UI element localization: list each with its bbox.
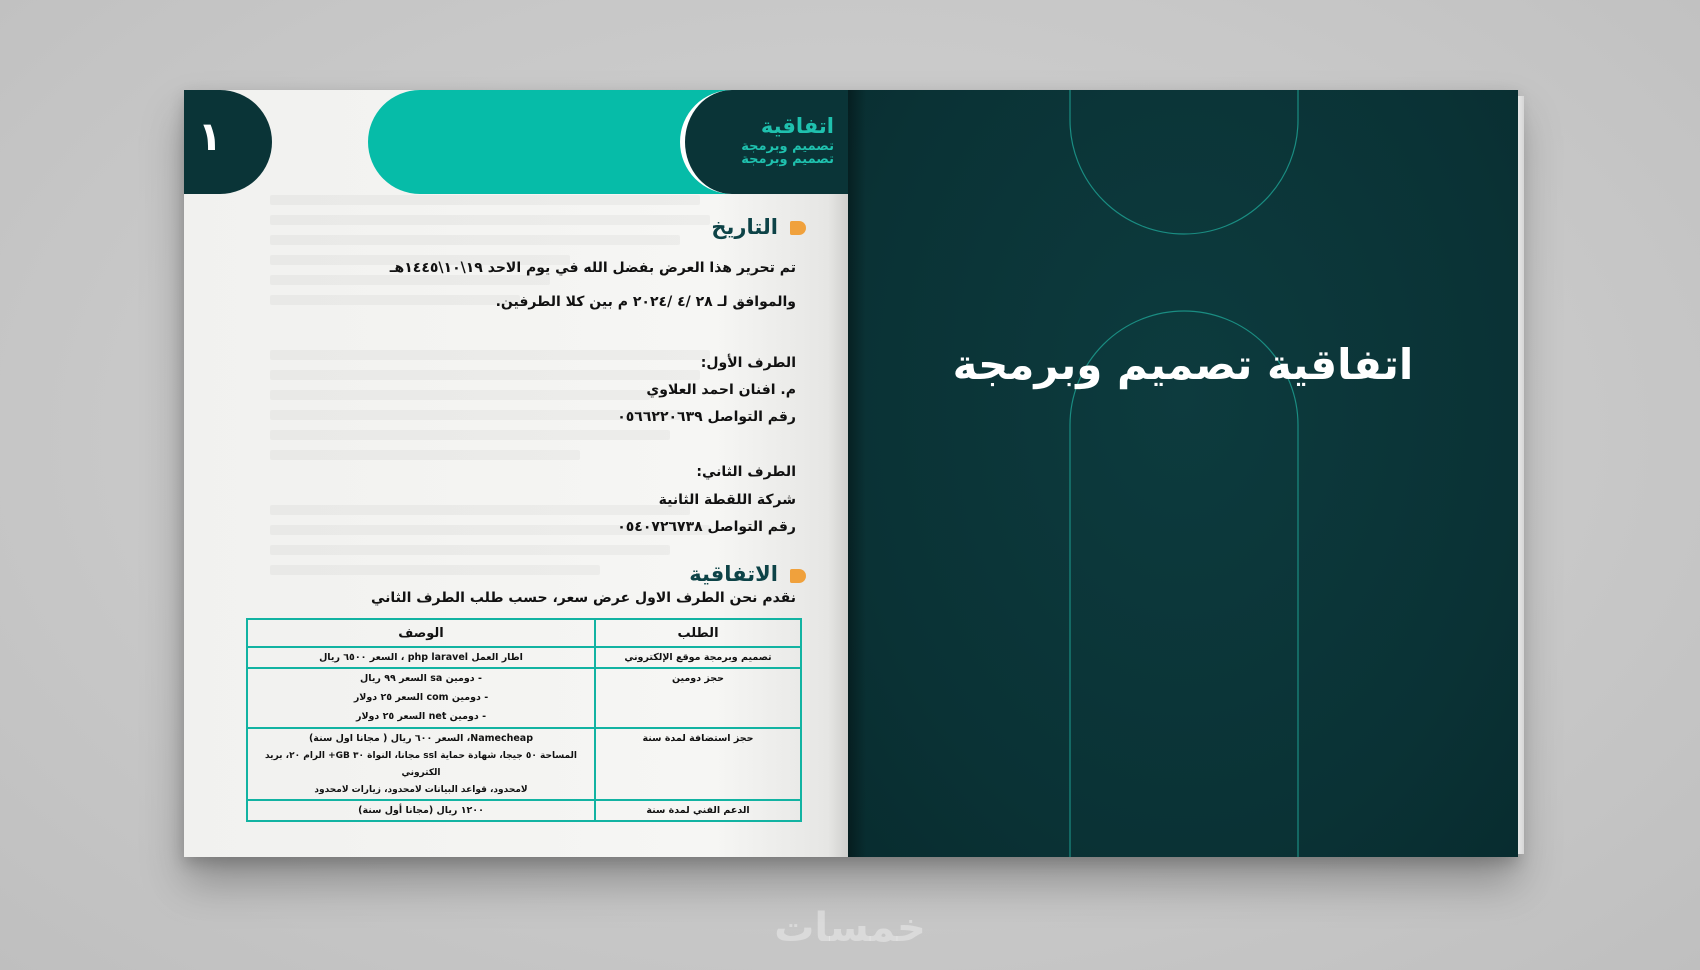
cell-description — [247, 668, 595, 728]
description-line: ١٢٠٠ ريال (مجانا أول سنة) — [358, 805, 484, 816]
header-request: الطلب — [595, 619, 801, 647]
watermark-logo: خمسات — [774, 905, 926, 951]
header-subtitle-1: تصميم وبرمجة — [741, 139, 834, 154]
date-line-1: تم تحرير هذا العرض بفضل الله في يوم الاحد ١٩\١٠\١٤٤٥هـ — [389, 260, 796, 276]
description-line: - دومين sa السعر ٩٩ ريال — [360, 673, 482, 684]
header-description: الوصف — [247, 619, 595, 647]
table-row — [247, 668, 801, 728]
cell-description — [247, 800, 595, 821]
description-line: المساحة ٥٠ جيجا، شهادة حماية ssl مجانا، النواة ٣٠ GB+ الرام ٢٠، بريد الكتروني — [264, 751, 578, 778]
request-text: حجز استضافة لمدة سنة — [642, 733, 754, 744]
cover-title: اتفاقية تصميم وبرمجة — [952, 340, 1414, 389]
header-subtitle-2: تصميم وبرمجة — [741, 152, 834, 167]
table-row — [247, 800, 801, 821]
cell-request — [595, 668, 801, 728]
description-line: لامحدود، قواعد البيانات لامحدود، زيارات لامحدود — [314, 785, 528, 795]
header-title: اتفاقية — [760, 114, 834, 138]
header-title-block — [680, 90, 848, 194]
date-bullet-icon — [790, 221, 806, 235]
table-header-row — [247, 619, 801, 647]
agreement-section-title: الاتفاقية — [689, 562, 778, 586]
description-line: اطار العمل php laravel ، السعر ٦٥٠٠ ريال — [319, 652, 523, 663]
description-line: - دومين com السعر ٢٥ دولار — [353, 692, 489, 703]
party-two-label: الطرف الثاني: — [696, 464, 796, 480]
cell-request — [595, 728, 801, 800]
agreement-intro: نقدم نحن الطرف الاول عرض سعر، حسب طلب الطرف الثاني — [370, 590, 796, 606]
party-two-contact: رقم التواصل ٠٥٤٠٧٢٦٧٣٨ — [617, 519, 796, 535]
page-number: ١ — [197, 114, 223, 160]
right-page-cover — [848, 90, 1518, 857]
left-page — [184, 90, 848, 857]
requests-table — [246, 618, 802, 822]
page-number-tab — [184, 90, 272, 194]
table-row — [247, 647, 801, 668]
table-row — [247, 728, 801, 800]
cell-request: تصميم وبرمجة موقع الإلكتروني — [595, 647, 801, 668]
party-two-name: شركة اللقطة الثانية — [658, 492, 796, 508]
description-line: - دومين net السعر ٢٥ دولار — [355, 711, 487, 722]
cell-description — [247, 647, 595, 668]
request-text: حجز دومين — [672, 673, 724, 684]
open-booklet — [184, 90, 1518, 857]
page-edge — [1518, 96, 1524, 854]
date-line-2: والموافق لـ ٢٨ /٤ /٢٠٢٤ م بين كلا الطرفين. — [495, 294, 796, 310]
cell-request: الدعم الفني لمدة سنة — [595, 800, 801, 821]
agreement-bullet-icon — [790, 569, 806, 583]
party-one-contact: رقم التواصل ٠٥٦٦٢٢٠٦٣٩ — [617, 409, 796, 425]
description-line: Namecheap، السعر ٦٠٠ ريال ( مجانا اول سنة) — [308, 733, 534, 744]
party-one-label: الطرف الأول: — [700, 355, 796, 371]
cell-description — [247, 728, 595, 800]
cover-arch-lines — [848, 90, 1518, 857]
date-section-title: التاريخ — [711, 215, 778, 239]
party-one-name: م. افنان احمد العلاوي — [646, 382, 796, 398]
